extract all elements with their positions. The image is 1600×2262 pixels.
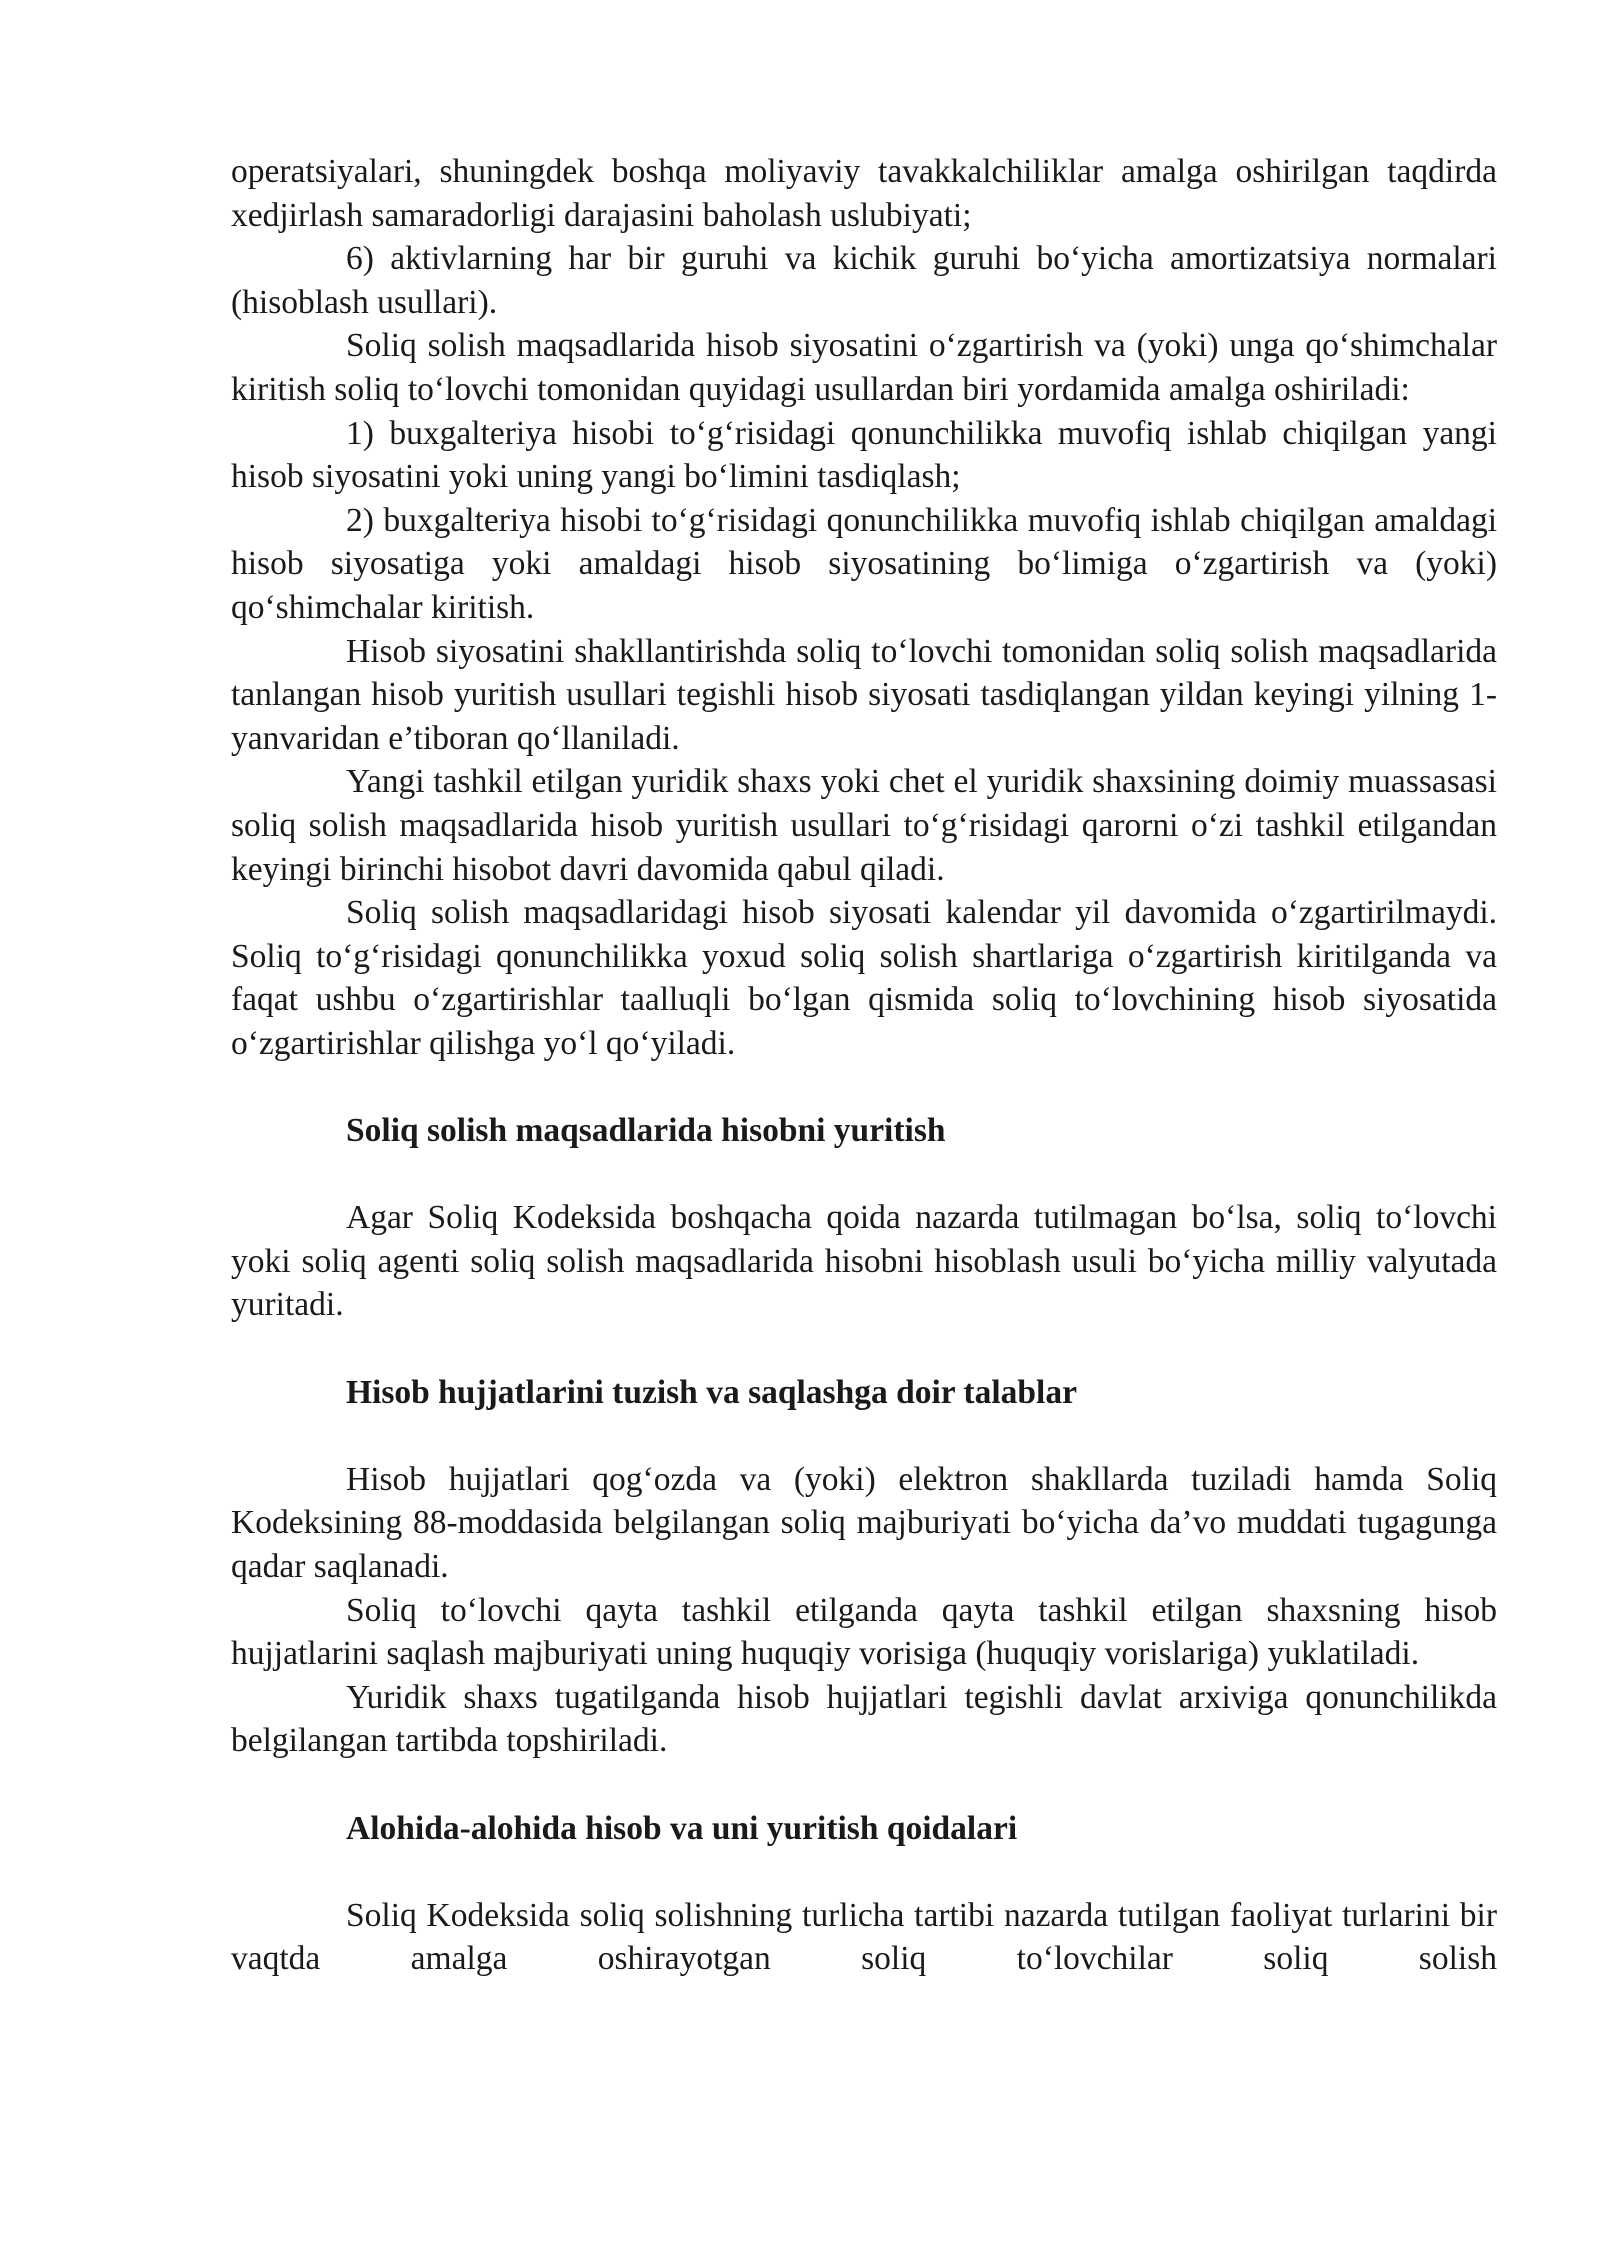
section-heading: Soliq solish maqsadlarida hisobni yuritish (346, 1112, 946, 1150)
section-heading: Hisob hujjatlarini tuzish va saqlashga doir talablar (346, 1373, 1077, 1411)
paragraph: Soliq to‘lovchi qayta tashkil etilganda qayta tashkil etilgan shaxsning hisob hujjatlarini saqlash majburiyati uning huquqiy vorisiga (huquqiy vorislariga) yuklatiladi. (231, 1591, 1497, 1673)
document-page (231, 150, 1497, 1981)
paragraph: operatsiyalari, shuningdek boshqa moliyaviy tavakkalchiliklar amalga oshirilgan taqdirda xedjirlash samaradorligi darajasini baholash uslubiyati; (231, 153, 1497, 234)
paragraph: Agar Soliq Kodeksida boshqacha qoida nazarda tutilmagan bo‘lsa, soliq to‘lovchi yoki soliq agenti soliq solish maqsadlarida hisobni hisoblash usuli bo‘yicha milliy valyutada yuritadi. (231, 1199, 1497, 1324)
section-heading: Alohida-alohida hisob va uni yuritish qoidalari (346, 1809, 1018, 1847)
paragraph: Soliq solish maqsadlaridagi hisob siyosati kalendar yil davomida o‘zgartirilmaydi. Soliq to‘g‘risidagi qonunchilikka yoxud soliq solish shartlariga o‘zgartirish kiritilganda va faqat ushbu o‘zgartirishlar taalluqli bo‘lgan qismida soliq to‘lovchining hisob siyosatida o‘zgartirishlar qilishga yo‘l qo‘yiladi. (231, 894, 1497, 1062)
list-item-2: 2) buxgalteriya hisobi to‘g‘risidagi qonunchilikka muvofiq ishlab chiqilgan amaldagi hisob siyosatiga yoki amaldagi hisob siyosatining bo‘limiga o‘zgartirish va (yoki) qo‘shimchalar kiritish. (231, 501, 1497, 626)
paragraph: Soliq Kodeksida soliq solishning turlicha tartibi nazarda tutilgan faoliyat turlarini bir vaqtda amalga oshirayotgan soliq to‘lovchilar soliq solish (231, 1896, 1497, 1978)
list-item-6: 6) aktivlarning har bir guruhi va kichik guruhi bo‘yicha amortizatsiya normalari (hisoblash usullari). (231, 240, 1497, 321)
paragraph: Yangi tashkil etilgan yuridik shaxs yoki chet el yuridik shaxsining doimiy muassasasi soliq solish maqsadlarida hisob yuritish usullari to‘g‘risidagi qarorni o‘zi tashkil etilgandan keyingi birinchi hisobot davri davomida qabul qiladi. (231, 763, 1497, 888)
paragraph: Soliq solish maqsadlarida hisob siyosatini o‘zgartirish va (yoki) unga qo‘shimchalar kiritish soliq to‘lovchi tomonidan quyidagi usullardan biri yordamida amalga oshiriladi: (231, 327, 1497, 408)
paragraph: Hisob siyosatini shakllantirishda soliq to‘lovchi tomonidan soliq solish maqsadlarida tanlangan hisob yuritish usullari tegishli hisob siyosati tasdiqlangan yildan keyingi yilning 1-yanvaridan e’tiboran qo‘llaniladi. (231, 632, 1497, 757)
paragraph: Hisob hujjatlari qog‘ozda va (yoki) elektron shakllarda tuziladi hamda Soliq Kodeksining 88-moddasida belgilangan soliq majburiyati bo‘yicha da’vo muddati tugagunga qadar saqlanadi. (231, 1460, 1497, 1585)
list-item-1: 1) buxgalteriya hisobi to‘g‘risidagi qonunchilikka muvofiq ishlab chiqilgan yangi hisob siyosatini yoki uning yangi bo‘limini tasdiqlash; (231, 414, 1497, 496)
paragraph: Yuridik shaxs tugatilganda hisob hujjatlari tegishli davlat arxiviga qonunchilikda belgilangan tartibda topshiriladi. (231, 1678, 1497, 1760)
